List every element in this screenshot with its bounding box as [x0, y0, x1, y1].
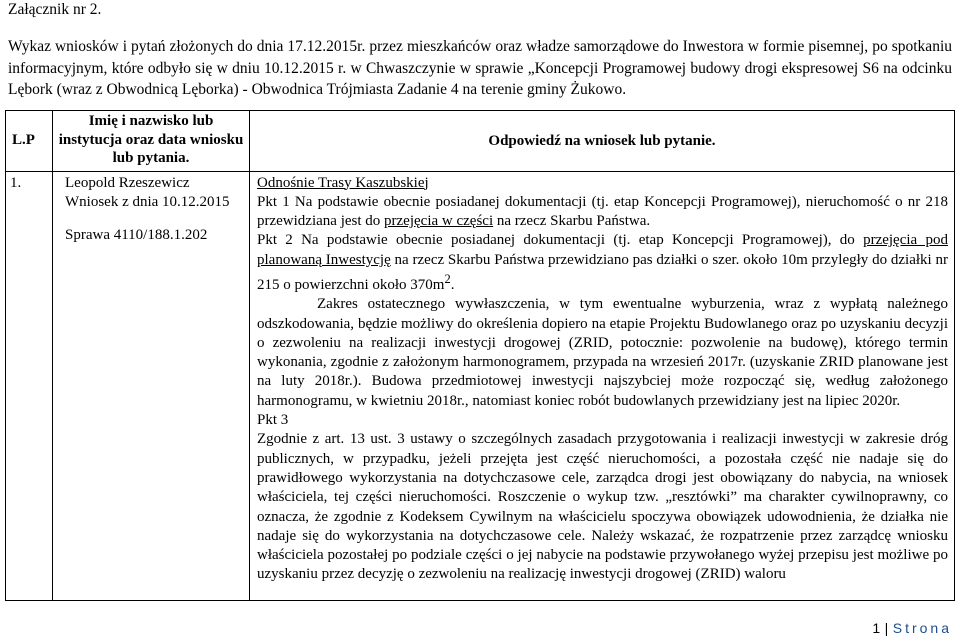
- header-answer: [250, 111, 955, 172]
- footer-separator: |: [884, 620, 889, 636]
- intro-paragraph: Wykaz wniosków i pytań złożonych do dnia 17.12.2015r. przez mieszkańców oraz władze samorządowe do Inwestora w formie pisemnej, po spotkaniu informacyjnym, które odbyło się w dniu 10.12.2015 r. w Chwaszczynie w sprawie „Koncepcji Programowej budowy drogi ekspresowej S6 na odcinku Lębork (wraz z Obwodnicą Lęborka) - Obwodnica Trójmiasta Zadanie 4 na terenie gminy Żukowo.: [8, 38, 952, 98]
- page-footer: [872, 620, 952, 636]
- pkt2-text-a: Pkt 2 Na podstawie obecnie posiadanej dokumentacji (tj. etap Koncepcji Programowej), do: [257, 232, 864, 249]
- row-answer-cell: [250, 171, 955, 600]
- header-answer-text: Odpowiedź na wniosek lub pytanie.: [488, 132, 716, 149]
- pkt2-text-b: na rzecz Skarbu Państwa przewidziano pas działki o szer. około 10m przyległy do działki nr 215 o powierzchni około 370m: [257, 251, 948, 293]
- header-name: [53, 111, 250, 172]
- row-lp: 1.: [10, 174, 22, 191]
- answer-pkt2: [257, 231, 948, 295]
- answer-heading: Odnośnie Trasy Kaszubskiej: [257, 174, 429, 191]
- requester-name: Leopold Rzeszewicz: [65, 174, 190, 191]
- row-name-cell: [53, 171, 250, 600]
- answer-pkt3-text: Zgodnie z art. 13 ust. 3 ustawy o szczególnych zasadach przygotowania i realizacji inwestycji w zakresie dróg publicznych, w przypadku, jeżeli przejęta jest część nieruchomości, a pozostała część nie nadaje się do prawidłowego wykorzystania na dotychczasowe cele, zarządca drogi jest obowiązany do nabycia, na wniosek właściciela, tej części nieruchomości. Roszczenie o wykup tzw. „resztówki” ma charakter cywilnoprawny, co oznacza, że zgodnie z Kodeksem Cywilnym na właścicielu spoczywa obowiązek udowodnienia, że działka nie nadaje się do wykorzystania na dotychczasowe cele. Należy wskazać, że rozpatrzenie przez zarządcę wniosku właściciela pozostałej po podziale części o jej nabycie na podstawie przywołanego wyżej przepisu jest możliwe po uzyskaniu przez decyzję o zezwoleniu na realizację inwestycji drogowej (ZRID) waloru: [257, 431, 948, 583]
- pkt1-text-b: na rzecz Skarbu Państwa.: [493, 213, 651, 230]
- annex-label: Załącznik nr 2.: [8, 1, 102, 18]
- pkt1-text-a: Pkt 1 Na podstawie obecnie posiadanej dokumentacji (tj. etap Koncepcji Programowej), nieruchomość o nr 218 przewidziana jest do: [257, 193, 948, 230]
- page-number: 1: [872, 620, 881, 636]
- answer-paragraph: Zakres ostatecznego wywłaszczenia, w tym ewentualne wyburzenia, wraz z wypłatą należnego odszkodowania, będzie możliwy do określenia dopiero na etapie Projektu Budowlanego oraz po uzyskaniu decyzji o zezwoleniu na realizacji inwestycji drogowej (ZRID, potocznie: pozwolenie na budowę), którego termin wykonania, zgodnie z założonym harmonogramem, przypada na wrzesień 2017r. (uzyskanie ZRID planowane jest na luty 2018r.). Budowa przedmiotowej inwestycji najszybciej może rozpocząć się, według założonego harmonogramu, w kwietniu 2018r., natomiast koniec robót budowlanych przewidziany jest na lipiec 2020r.: [257, 296, 948, 409]
- header-name-text: Imię i nazwisko lub instytucja oraz data wniosku lub pytania.: [58, 113, 244, 166]
- answer-text: [250, 172, 954, 600]
- request-date: Wniosek z dnia 10.12.2015: [65, 193, 230, 210]
- header-lp: L.P: [6, 111, 53, 172]
- table-row: [6, 171, 955, 600]
- answer-pkt1: [257, 193, 948, 232]
- row-lp-cell: [6, 171, 53, 600]
- pkt2-sup: 2: [444, 271, 451, 286]
- pkt2-underlined: przejęcia pod planowaną Inwestycję: [257, 232, 948, 268]
- page-word: Strona: [892, 620, 952, 636]
- spacer: [65, 212, 249, 226]
- answer-pkt3-label: Pkt 3: [257, 412, 289, 429]
- case-number: Sprawa 4110/188.1.202: [65, 226, 208, 243]
- pkt2-end: .: [450, 276, 455, 293]
- requests-table: [5, 110, 955, 601]
- table-header-row: [6, 111, 955, 172]
- row-name-block: [53, 172, 249, 245]
- pkt1-underlined: przejęcia w części: [384, 213, 494, 230]
